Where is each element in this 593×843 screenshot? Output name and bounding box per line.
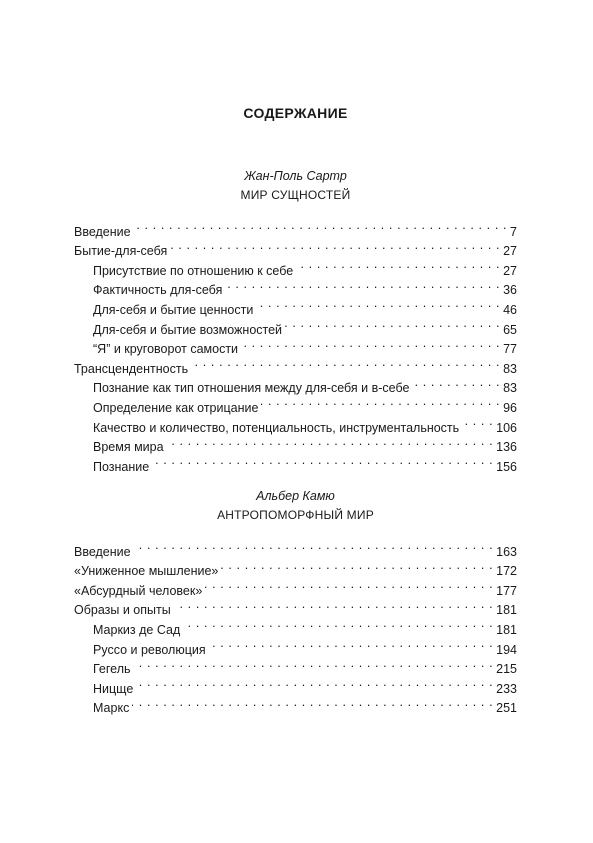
toc-dot-leader (256, 294, 500, 314)
toc-entry-label: Введение (74, 224, 131, 239)
toc-entry-label: Познание (93, 459, 150, 474)
toc-entry-label: Время мира (93, 440, 164, 455)
toc-dot-leader (132, 693, 493, 713)
toc-dot-leader (183, 614, 493, 634)
section-author: Жан-Поль Сартр (244, 169, 347, 183)
toc-entry-page-number: 163 (496, 544, 517, 559)
toc-dot-leader (136, 673, 493, 693)
toc-entry-page-number: 177 (496, 583, 517, 598)
toc-dot-leader (412, 373, 500, 393)
toc-dot-leader (134, 216, 507, 236)
toc-entry-label: Фактичность для-себя (93, 283, 223, 298)
toc-entry (74, 693, 517, 716)
toc-entry-page-number: 96 (503, 400, 517, 415)
toc-dot-leader (209, 634, 494, 654)
toc-entry-label: Образы и опыты (74, 603, 171, 618)
toc-entry-page-number: 27 (503, 263, 517, 278)
toc-dot-leader (134, 654, 494, 674)
toc-entry-list (74, 216, 517, 474)
toc-entry (74, 673, 517, 696)
toc-entry-label: Качество и количество, потенциальность, инструментальность (93, 420, 460, 435)
toc-entry-page-number: 194 (496, 642, 517, 657)
toc-entry-page-number: 83 (503, 381, 517, 396)
toc-entry-label: Для-себя и бытие ценности (93, 302, 254, 317)
toc-entry-label: «Униженное мышление» (74, 564, 219, 579)
section-work-title: МИР СУЩНОСТЕЙ (240, 188, 351, 202)
toc-entry-label: Познание как тип отношения между для-себя и в-себе (93, 381, 410, 396)
toc-dot-leader (221, 556, 493, 576)
section-author: Альбер Камю (256, 489, 335, 503)
toc-entry-page-number: 156 (496, 459, 517, 474)
toc-dot-leader (174, 595, 493, 615)
toc-dot-leader (241, 334, 500, 354)
section-work-title: АНТРОПОМОРФНЫЙ МИР (217, 508, 374, 522)
toc-entry-page-number: 106 (496, 420, 517, 435)
toc-section-camus (74, 487, 517, 716)
toc-entry-page-number: 27 (503, 244, 517, 259)
toc-dot-leader (225, 275, 500, 295)
toc-section-sartre (74, 167, 517, 474)
toc-entry-label: “Я” и круговорот самости (93, 342, 239, 357)
toc-entry-page-number: 36 (503, 283, 517, 298)
toc-entry-page-number: 172 (496, 564, 517, 579)
toc-entry-label: Маркиз де Сад (93, 622, 181, 637)
toc-entry (74, 654, 517, 677)
toc-dot-leader (296, 255, 500, 275)
toc-entry-label: Бытие-для-себя (74, 244, 168, 259)
toc-entry-page-number: 7 (510, 224, 517, 239)
toc-entry (74, 536, 517, 559)
toc-dot-leader (134, 536, 494, 556)
toc-entry-page-number: 83 (503, 361, 517, 376)
toc-entry-page-number: 233 (496, 681, 517, 696)
toc-dot-leader (205, 575, 493, 595)
toc-entry-label: Для-себя и бытие возможностей (93, 322, 283, 337)
toc-entry-label: Гегель (93, 662, 131, 677)
toc-entry-page-number: 215 (496, 662, 517, 677)
toc-entry-label: «Абсурдный человек» (74, 583, 203, 598)
toc-entry-label: Руссо и революция (93, 642, 206, 657)
toc-dot-leader (191, 353, 500, 373)
toc-entry-label: Трансцендентность (74, 361, 189, 376)
toc-dot-leader (167, 432, 494, 452)
toc-entry (74, 556, 517, 579)
toc-entry (74, 236, 517, 259)
toc-entry-label: Определение как отрицание (93, 400, 259, 415)
toc-entry-page-number: 77 (503, 342, 517, 357)
toc-dot-leader (152, 451, 493, 471)
toc-entry (74, 216, 517, 239)
toc-dot-leader (462, 412, 493, 432)
toc-dot-leader (285, 314, 500, 334)
toc-title: СОДЕРЖАНИЕ (243, 105, 348, 121)
toc-entry-page-number: 251 (496, 701, 517, 716)
toc-entry-list (74, 536, 517, 716)
toc-entry-label: Маркс (93, 701, 130, 716)
toc-entry-label: Введение (74, 544, 131, 559)
toc-entry-page-number: 181 (496, 622, 517, 637)
toc-entry-page-number: 136 (496, 440, 517, 455)
toc-entry-label: Ницще (93, 681, 134, 696)
toc-dot-leader (170, 236, 500, 256)
toc-entry-page-number: 65 (503, 322, 517, 337)
toc-dot-leader (261, 392, 500, 412)
toc-entry-page-number: 181 (496, 603, 517, 618)
toc-entry-page-number: 46 (503, 302, 517, 317)
toc-entry-label: Присутствие по отношению к себе (93, 263, 294, 278)
